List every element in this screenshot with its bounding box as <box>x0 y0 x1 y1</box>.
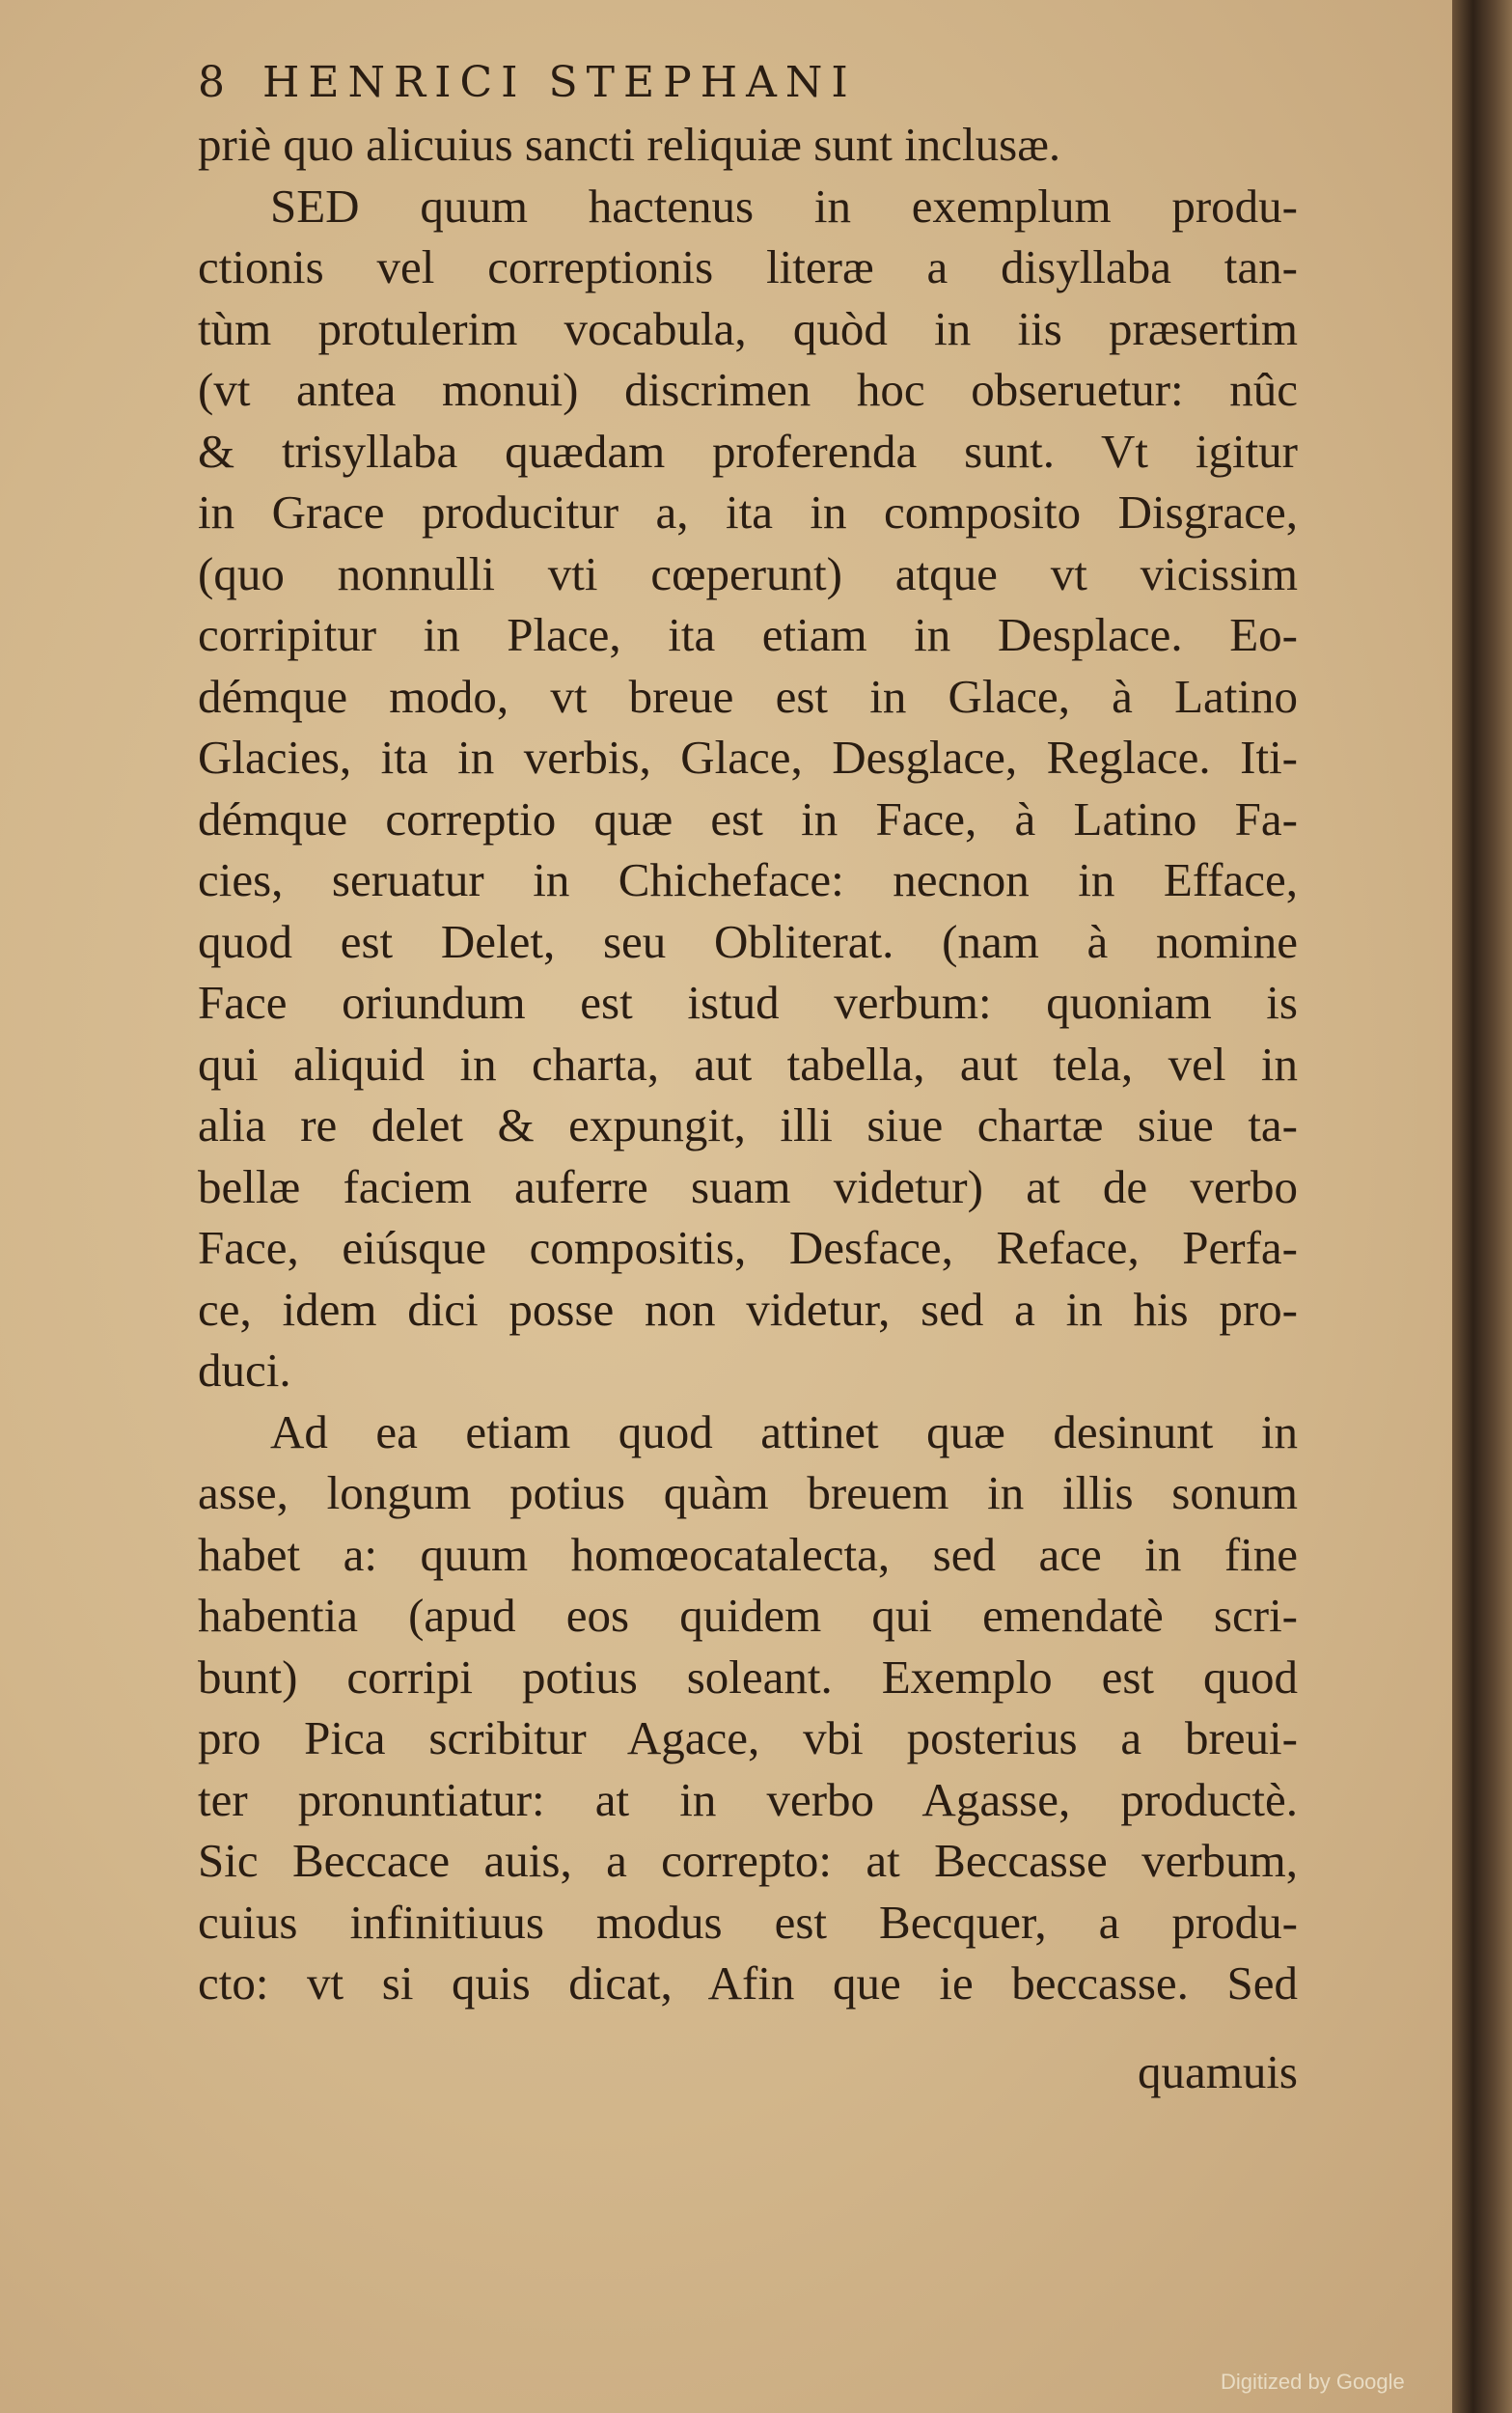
watermark: Digitized by Google <box>1221 2370 1405 2394</box>
text-line: in Grace producitur a, ita in composito Disgrace, <box>198 485 1298 539</box>
text-line: Face oriundum est istud verbum: quoniam is <box>198 976 1298 1029</box>
text-line: habentia (apud eos quidem qui emendatè scri- <box>198 1589 1298 1642</box>
text-line: démque modo, vt breue est in Glace, à Latino <box>198 669 1298 723</box>
text-line: SED quum hactenus in exemplum produ- <box>270 179 1298 233</box>
text-line: qui aliquid in charta, aut tabella, aut tela, vel in <box>198 1037 1298 1091</box>
text-line: cies, seruatur in Chicheface: necnon in Efface, <box>198 853 1298 906</box>
catchword: quamuis <box>1137 2045 1298 2098</box>
text-line: Face, eiúsque compositis, Desface, Reface, Perfa- <box>198 1221 1298 1274</box>
text-line: habet a: quum homœocatalecta, sed ace in fine <box>198 1527 1298 1581</box>
text-line: Glacies, ita in verbis, Glace, Desglace, Reglace. Iti- <box>198 731 1298 784</box>
text-line: (vt antea monui) discrimen hoc obseruetur: nûc <box>198 363 1298 416</box>
running-head-title: HENRICI STEPHANI <box>262 58 857 107</box>
text-line: cto: vt si quis dicat, Afin que ie beccasse. Sed <box>198 1956 1298 2010</box>
running-header <box>198 58 857 107</box>
text-line: pro Pica scribitur Agace, vbi posterius a breui- <box>198 1711 1298 1764</box>
text-line: quod est Delet, seu Obliterat. (nam à nomine <box>198 914 1298 968</box>
body-text <box>198 114 1298 2014</box>
text-line: démque correptio quæ est in Face, à Latino Fa- <box>198 791 1298 846</box>
text-line: tùm protulerim vocabula, quòd in iis præsertim <box>198 301 1298 355</box>
text-line: ctionis vel correptionis literæ a disyllaba tan- <box>198 240 1298 293</box>
text-line: (quo nonnulli vti cœperunt) atque vt vicissim <box>198 546 1298 600</box>
text-line: alia re delet & expungit, illi siue chartæ siue ta- <box>198 1098 1298 1151</box>
text-line: bellæ faciem auferre suam videtur) at de verbo <box>198 1159 1298 1213</box>
text-line: ter pronuntiatur: at in verbo Agasse, productè. <box>198 1772 1298 1826</box>
page-number: 8 <box>198 58 234 107</box>
text-line: Sic Beccace auis, a correpto: at Beccasse verbum, <box>198 1834 1298 1887</box>
text-line: cuius infinitiuus modus est Becquer, a produ- <box>198 1895 1298 1949</box>
book-spine <box>1452 0 1512 2413</box>
text-line: asse, longum potius quàm breuem in illis sonum <box>198 1466 1298 1519</box>
text-line: ce, idem dici posse non videtur, sed a in his pro- <box>198 1282 1298 1336</box>
text-line: Ad ea etiam quod attinet quæ desinunt in <box>270 1404 1298 1458</box>
text-line: duci. <box>198 1344 291 1397</box>
text-line: corripitur in Place, ita etiam in Desplace. Eo- <box>198 608 1298 661</box>
text-line: priè quo alicuius sancti reliquiæ sunt inclusæ. <box>198 118 1061 171</box>
text-line: & trisyllaba quædam proferenda sunt. Vt igitur <box>198 424 1298 478</box>
text-line: bunt) corripi potius soleant. Exemplo est quod <box>198 1650 1298 1704</box>
